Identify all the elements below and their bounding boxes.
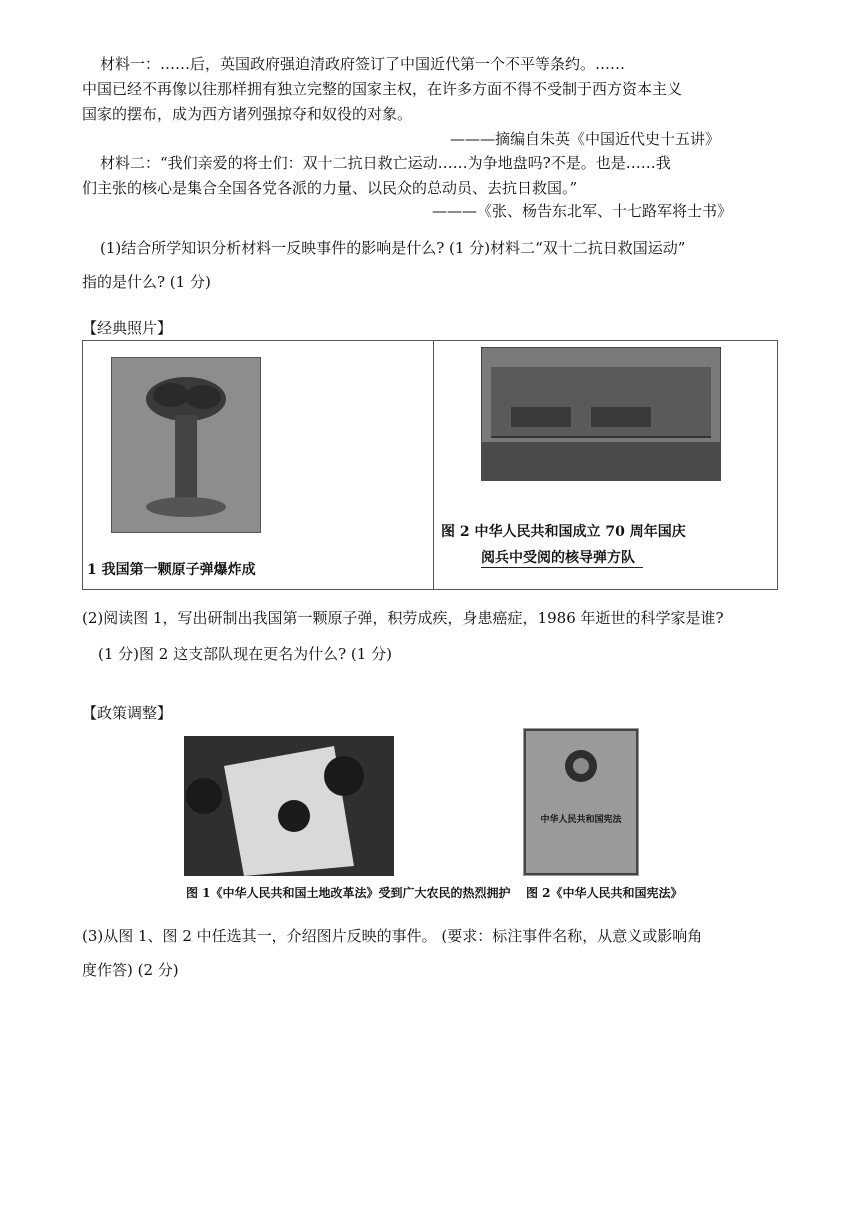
- question2-line1: (2)阅读图 1，写出研制出我国第一颗原子弹，积劳成疾，身患癌症，1986 年逝世的科学家是谁?: [82, 609, 724, 627]
- constitution-book-title: 中华人民共和国宪法: [540, 815, 622, 825]
- parade-icon: [481, 347, 721, 481]
- missile-parade-photo: [481, 347, 721, 481]
- atomic-bomb-photo: [111, 357, 261, 533]
- constitution-book-photo: [523, 728, 639, 876]
- fig2-caption-line2: 阅兵中受阅的核导弹方队: [481, 547, 643, 568]
- material2-source: ———《张、杨告东北军、十七路军将士书》: [432, 202, 733, 220]
- question3-line1: (3)从图 1、图 2 中任选其一，介绍图片反映的事件。 (要求：标注事件名称，从意义或影响角: [82, 927, 703, 945]
- material1-line2: 中国已经不再像以往那样拥有独立完整的国家主权，在许多方面不得不受制于西方资本主义: [82, 80, 683, 98]
- book-icon: [523, 728, 639, 876]
- photo-table: [82, 340, 778, 590]
- table-divider: [433, 341, 434, 589]
- section-classic-heading: 【经典照片】: [82, 319, 173, 337]
- material1-line1: 材料一：……后，英国政府强迫清政府签订了中国近代第一个不平等条约。……: [100, 55, 626, 73]
- section-policy-heading: 【政策调整】: [82, 704, 173, 722]
- fig1-caption: 1 我国第一颗原子弹爆炸成: [87, 562, 256, 578]
- question1-line2: 指的是什么? (1 分): [82, 273, 211, 291]
- policy-fig1-caption: 图 1《中华人民共和国土地改革法》受到广大农民的热烈拥护: [186, 886, 511, 900]
- crowd-icon: [184, 736, 394, 876]
- material1-line3: 国家的摆布，成为西方诸列强掠夺和奴役的对象。: [82, 105, 413, 123]
- material1-source: ———摘编自朱英《中国近代史十五讲》: [450, 130, 721, 148]
- land-reform-photo: [184, 736, 394, 876]
- policy-fig2-caption: 图 2《中华人民共和国宪法》: [526, 886, 683, 900]
- fig2-caption-line1: 图 2 中华人民共和国成立 70 周年国庆: [441, 524, 686, 540]
- question1-line1: (1)结合所学知识分析材料一反映事件的影响是什么? (1 分)材料二“双十二抗日救国运动”: [100, 239, 686, 257]
- question2-line2: (1 分)图 2 这支部队现在更名为什么? (1 分): [98, 645, 392, 663]
- mushroom-cloud-icon: [111, 357, 261, 533]
- material2-line2: 们主张的核心是集合全国各党各派的力量、以民众的总动员、去抗日救国。”: [82, 179, 578, 197]
- question3-line2: 度作答) (2 分): [82, 961, 179, 979]
- material2-line1: 材料二：“我们亲爱的将士们：双十二抗日救亡运动……为争地盘吗?不是。也是……我: [100, 154, 671, 172]
